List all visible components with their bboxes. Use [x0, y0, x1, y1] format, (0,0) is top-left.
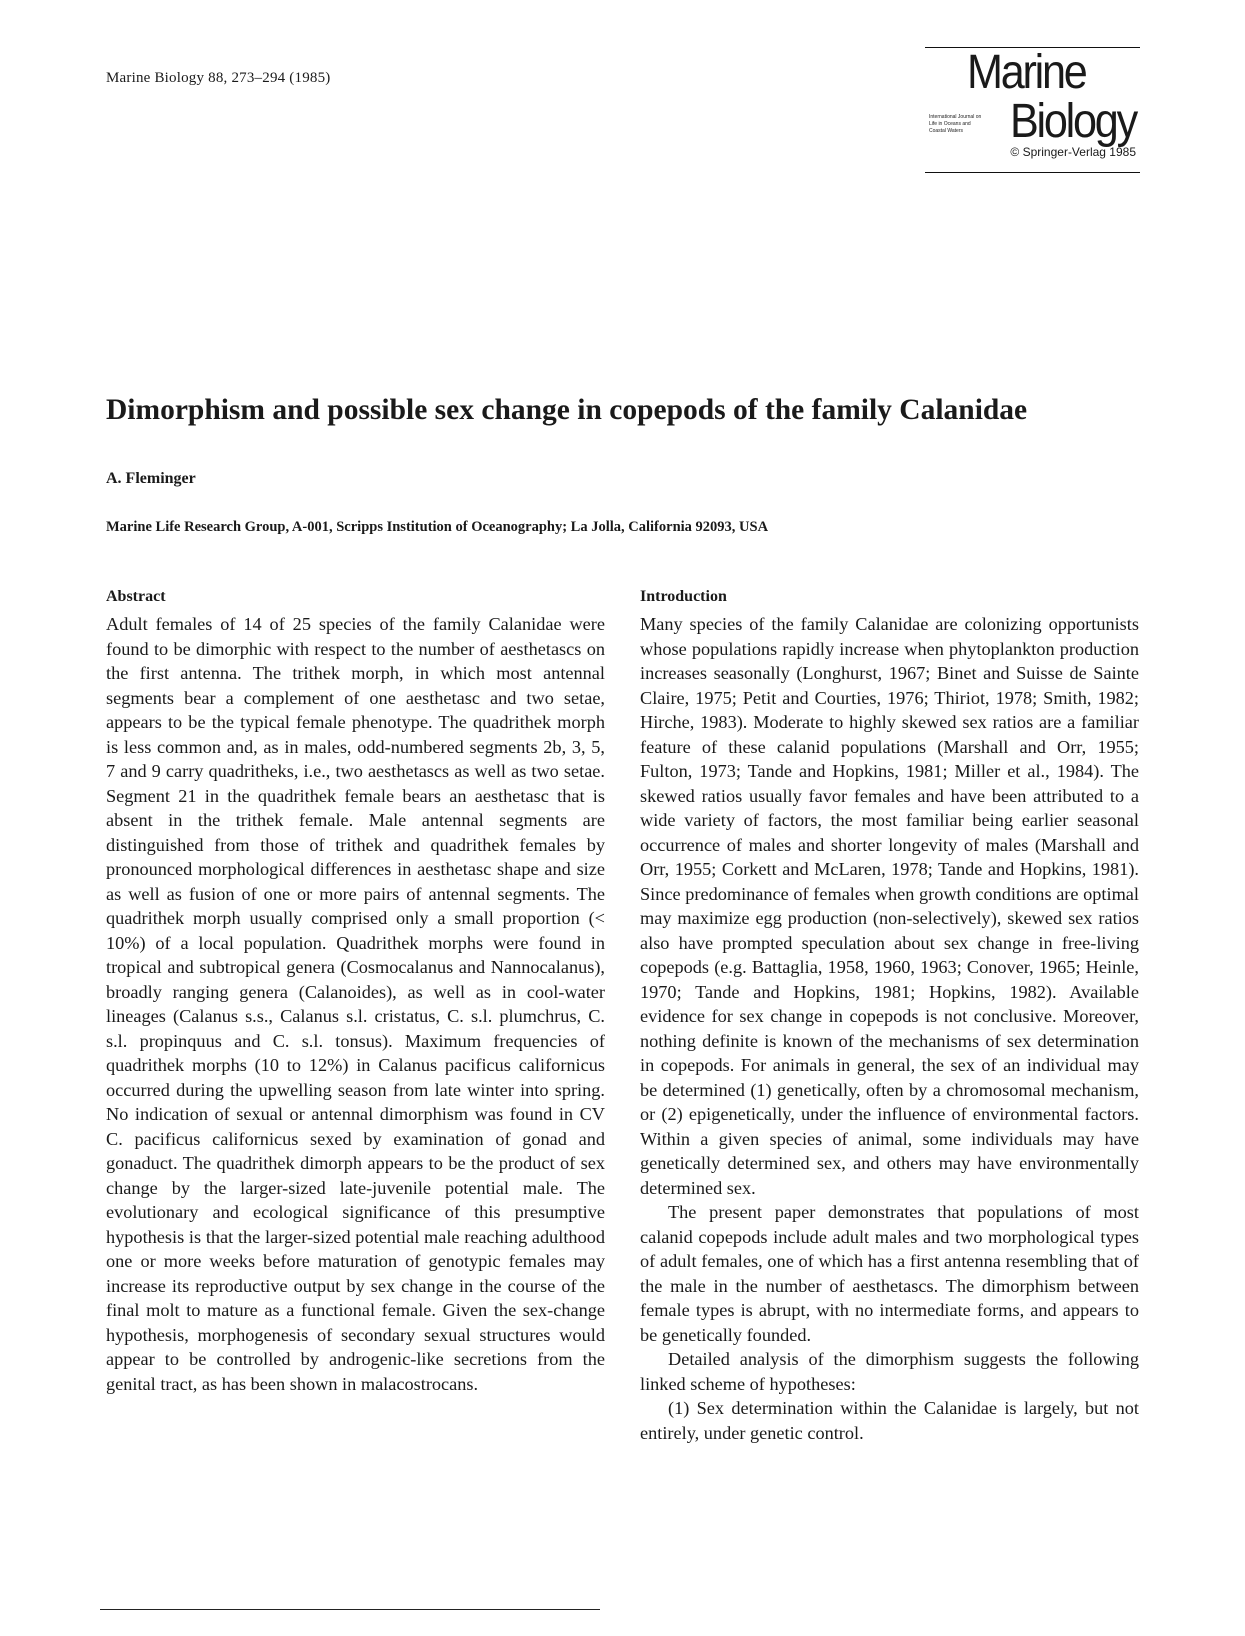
logo-copyright: © Springer-Verlag 1985: [1010, 145, 1136, 159]
journal-citation: Marine Biology 88, 273–294 (1985): [106, 70, 331, 86]
footnote-rule: [100, 1609, 600, 1610]
logo-word-marine: Marine: [967, 46, 1086, 99]
introduction-heading: Introduction: [640, 588, 727, 605]
journal-logo: [925, 44, 1140, 174]
logo-rule-bottom: [925, 172, 1140, 173]
abstract-heading: Abstract: [106, 588, 166, 605]
abstract-text: Adult females of 14 of 25 species of the family Calanidae were found to be dimorphic with respect to the number of aesthetascs on the first antenna. The trithek morph, in which most antennal segments bear a complement of one aesthetasc and two setae, appears to be the typical female phenotype. The quadrithek morph is less common and, as in males, odd-numbered segments 2b, 3, 5, 7 and 9 carry quadritheks, i.e., two aesthetascs as well as two setae. Segment 21 in the quadrithek female bears an aesthetasc that is absent in the trithek female. Male antennal segments are distinguished from those of trithek and quadrithek females by pronounced morphological differences in aesthetasc shape and size as well as fusion of one or more pairs of antennal segments. The quadrithek morph usually comprised only a small proportion (< 10%) of a local population. Quadrithek morphs were found in tropical and subtropical genera (Cosmocalanus and Nannocalanus), broadly ranging genera (Calanoides), as well as in cool-water lineages (Calanus s.s., Calanus s.l. cristatus, C. s.l. plumchrus, C. s.l. propinquus and C. s.l. tonsus). Maximum frequencies of quadrithek morphs (10 to 12%) in Calanus pacificus californicus occurred during the upwelling season from late winter into spring. No indication of sexual or antennal dimorphism was found in CV C. pacificus californicus sexed by examination of gonad and gonaduct. The quadrithek dimorph appears to be the product of sex change by the larger-sized late-juvenile potential male. The evolutionary and ecological significance of this presumptive hypothesis is that the larger-sized potential male reaching adulthood one or more weeks before maturation of genotypic females may increase its reproductive output by sex change in the course of the final molt to mature as a functional female. Given the sex-change hypothesis, morphogenesis of secondary sexual structures would appear to be controlled by androgenic-like secretions from the genital tract, as has been shown in malacostrocans.: [106, 614, 605, 1394]
author-affiliation: Marine Life Research Group, A-001, Scripps Institution of Oceanography; La Jolla, California 92093, USA: [106, 519, 769, 535]
intro-paragraph: Detailed analysis of the dimorphism suggests the following linked scheme of hypotheses:: [640, 1349, 1139, 1394]
logo-word-biology: Biology: [1010, 95, 1136, 148]
introduction-column: [640, 587, 1139, 1445]
intro-paragraph: Many species of the family Calanidae are colonizing opportunists whose populations rapidly increase when phytoplankton production increases seasonally (Longhurst, 1967; Binet and Suisse de Sainte Claire, 1975; Petit and Courties, 1976; Thiriot, 1978; Smith, 1982; Hirche, 1983). Moderate to highly skewed sex ratios are a familiar feature of these calanid populations (Marshall and Orr, 1955; Fulton, 1973; Tande and Hopkins, 1981; Miller et al., 1984). The skewed ratios usually favor females and have been attributed to a wide variety of factors, the most familiar being earlier seasonal occurrence of males and shorter longevity of males (Marshall and Orr, 1955; Corkett and McLaren, 1978; Tande and Hopkins, 1981). Since predominance of females when growth conditions are optimal may maximize egg production (non-selectively), skewed sex ratios also have prompted speculation about sex change in free-living copepods (e.g. Battaglia, 1958, 1960, 1963; Conover, 1965; Heinle, 1970; Tande and Hopkins, 1981; Hopkins, 1982). Available evidence for sex change in copepods is not conclusive. Moreover, nothing definite is known of the mechanisms of sex determination in copepods. For animals in general, the sex of an individual may be determined (1) genetically, often by a chromosomal mechanism, or (2) epigenetically, under the influence of environmental factors. Within a given species of animal, some individuals may have genetically determined sex, and others may have environmentally determined sex.: [640, 614, 1139, 1198]
article-title: Dimorphism and possible sex change in copepods of the family Calanidae: [106, 394, 1028, 426]
article-author: A. Fleminger: [106, 470, 196, 487]
logo-tagline: International Journal on Life in Oceans and Coastal Waters: [929, 114, 982, 134]
abstract-column: [106, 587, 605, 1396]
intro-paragraph: (1) Sex determination within the Calanidae is largely, but not entirely, under genetic control.: [640, 1398, 1139, 1443]
intro-paragraph: The present paper demonstrates that populations of most calanid copepods include adult males and two morphological types of adult females, one of which has a first antenna resembling that of the male in the number of aesthetascs. The dimorphism between female types is abrupt, with no intermediate forms, and appears to be genetically founded.: [640, 1202, 1139, 1345]
